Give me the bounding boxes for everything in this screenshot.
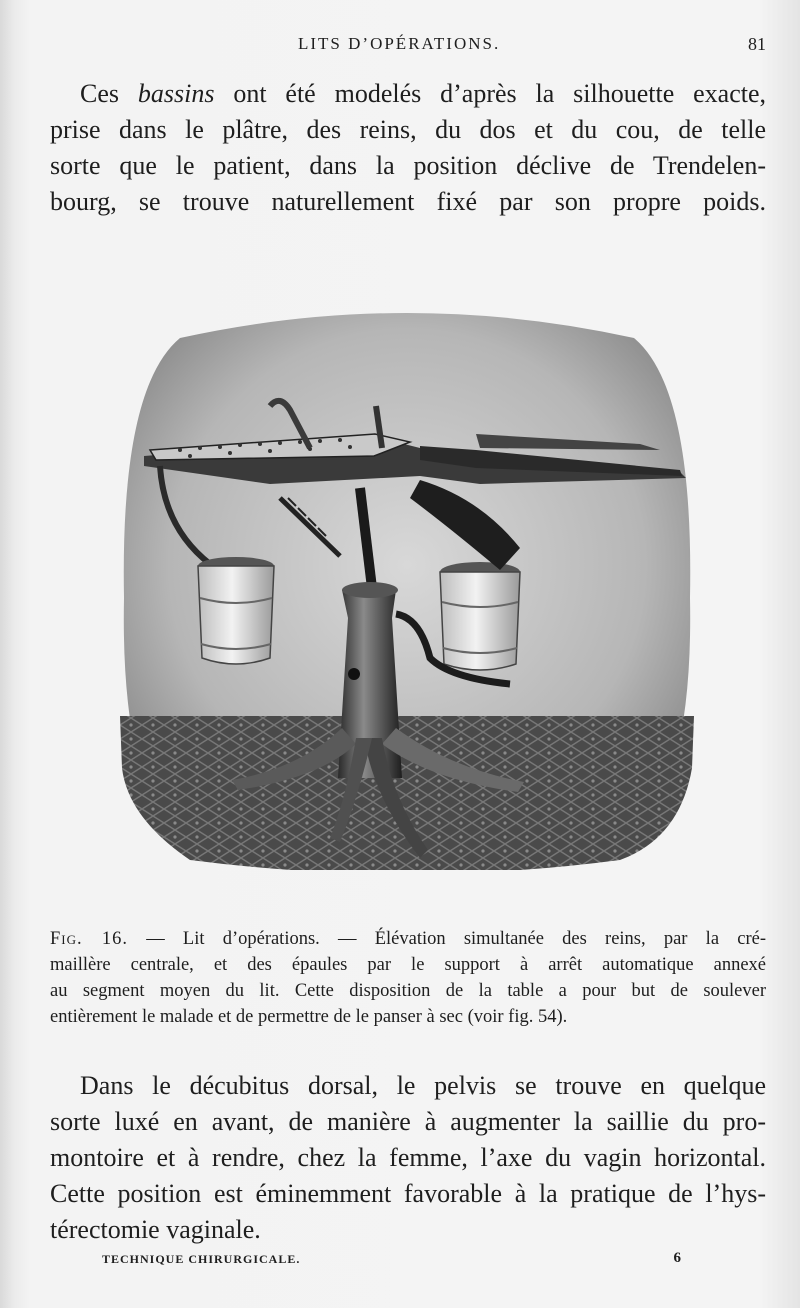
paragraph-1-line-3: sorte que le patient, dans la position déclive de Trendelen-	[50, 151, 766, 180]
signature-mark: TECHNIQUE CHIRURGICALE.	[102, 1252, 301, 1266]
emphasis-bassins: bassins	[137, 79, 215, 108]
figure-label: Fig. 16.	[50, 929, 128, 949]
paragraph-2-line-5: térectomie vaginale.	[50, 1215, 261, 1244]
p1-line1-text: Ces bassins ont été modelés d’après la silhouette exacte,	[80, 79, 766, 108]
paragraph-1-line-4: bourg, se trouve naturellement fixé par son propre poids.	[50, 187, 766, 216]
paragraph-2	[50, 1068, 766, 1248]
sheet-number: 6	[673, 1250, 682, 1266]
running-title: LITS D’OPÉRATIONS.	[298, 34, 501, 53]
paragraph-2-line-3: montoire et à rendre, chez la femme, l’axe du vagin horizontal.	[50, 1143, 766, 1172]
caption-line-1	[50, 926, 766, 952]
operating-table-icon	[120, 298, 694, 870]
paragraph-2-line-2: sorte luxé en avant, de manière à augmenter la saillie du pro-	[50, 1107, 766, 1136]
page-footer	[102, 1250, 682, 1270]
page-number: 81	[748, 34, 766, 54]
caption-line-1-text: — Lit d’opérations. — Élévation simultanée des reins, par la cré-	[146, 929, 766, 949]
running-head	[50, 34, 766, 60]
figure-16-illustration	[120, 298, 694, 870]
figure-caption	[50, 926, 766, 1030]
caption-line-2: maillère centrale, et des épaules par le support à arrêt automatique annexé	[50, 955, 766, 975]
paragraph-2-line-4: Cette position est éminemment favorable à la pratique de l’hys-	[50, 1179, 766, 1208]
paragraph-2-line-1: Dans le décubitus dorsal, le pelvis se trouve en quelque	[80, 1071, 766, 1100]
paragraph-1-line-2: prise dans le plâtre, des reins, du dos et du cou, de telle	[50, 115, 766, 144]
caption-line-3: au segment moyen du lit. Cette disposition de la table a pour but de soulever	[50, 981, 766, 1001]
paragraph-1	[50, 76, 766, 220]
caption-line-4: entièrement le malade et de permettre de le panser à sec (voir fig. 54).	[50, 1007, 568, 1027]
paragraph-1-line-1	[50, 76, 766, 112]
